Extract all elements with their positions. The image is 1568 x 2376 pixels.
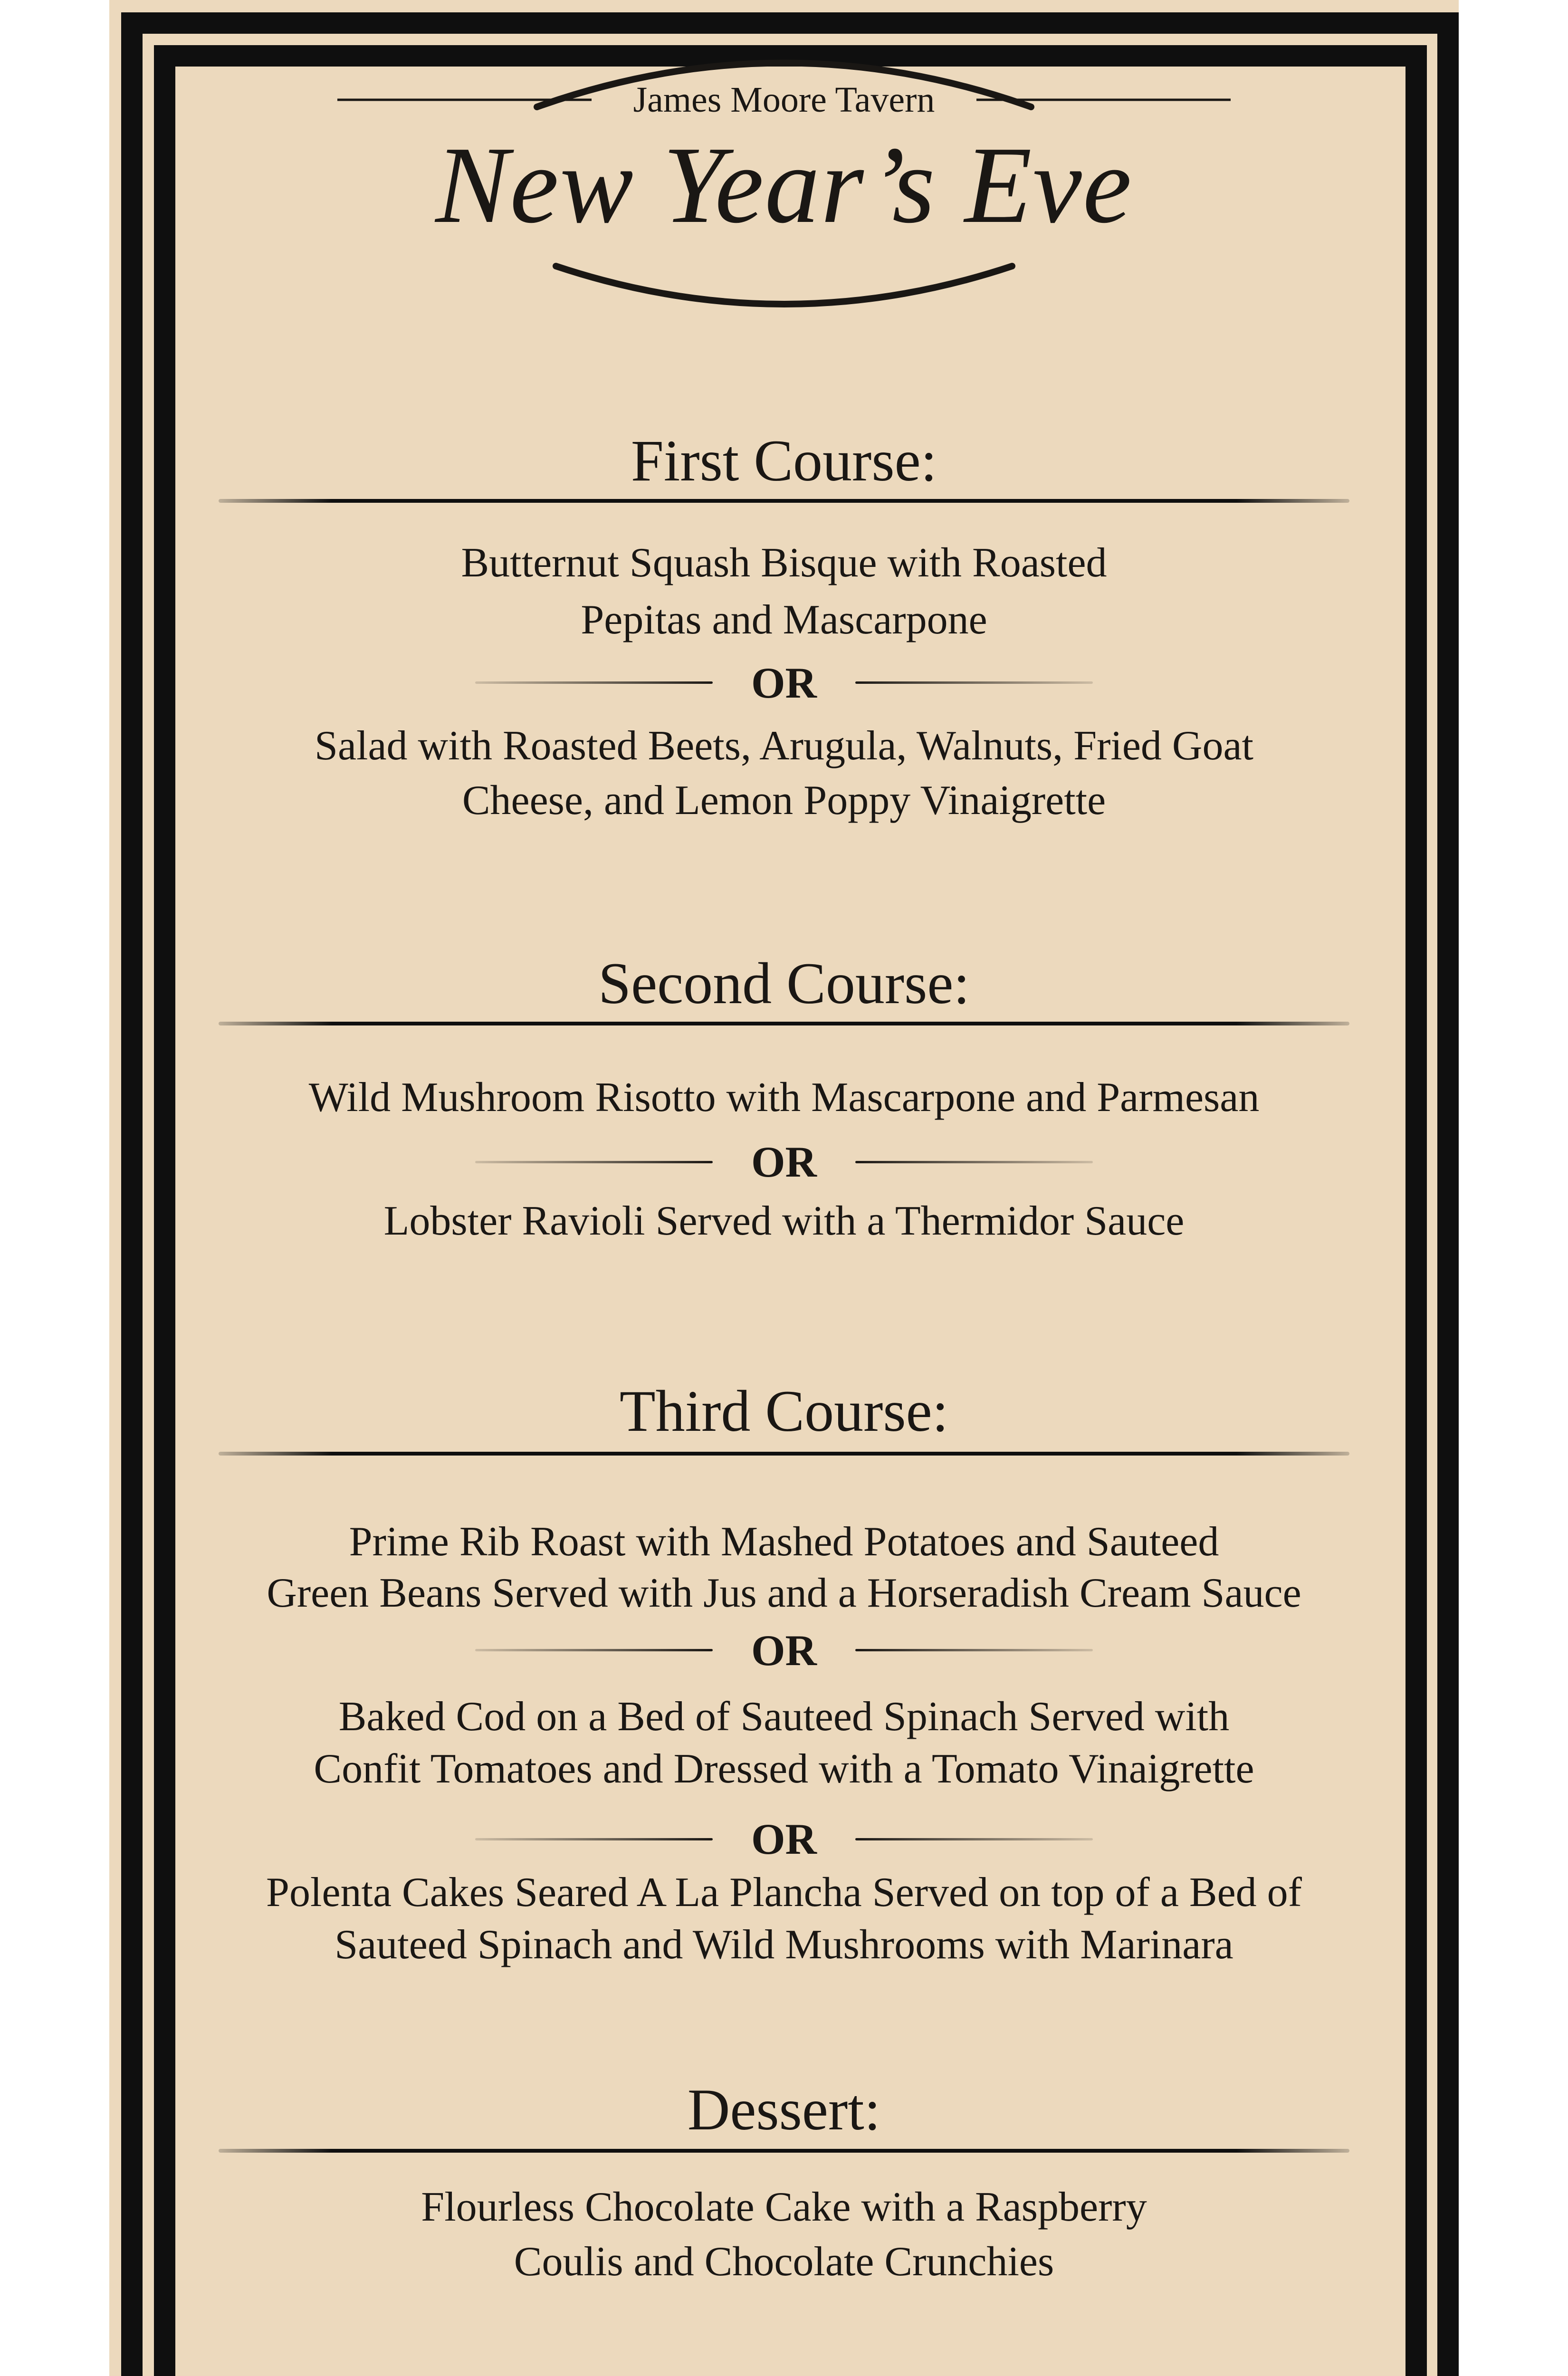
or-label: OR xyxy=(751,1626,817,1675)
heading-rule xyxy=(219,1452,1349,1456)
dish-line: Coulis and Chocolate Crunchies xyxy=(514,2239,1054,2285)
heading-rule xyxy=(219,2149,1349,2153)
heading-rule xyxy=(219,1022,1349,1025)
or-rule-right xyxy=(855,681,1093,684)
or-rule-right xyxy=(855,1649,1093,1651)
heading-rule xyxy=(219,499,1349,503)
dish-line: Baked Cod on a Bed of Sauteed Spinach Served with xyxy=(338,1694,1230,1740)
or-rule-right xyxy=(855,1838,1093,1840)
or-label: OR xyxy=(751,659,817,707)
title-arc-bottom xyxy=(556,266,1012,304)
course-heading: Second Course: xyxy=(598,951,970,1016)
dish-line: Wild Mushroom Risotto with Mascarpone and Parmesan xyxy=(308,1074,1260,1121)
dish-line: Lobster Ravioli Served with a Thermidor Sauce xyxy=(383,1198,1185,1244)
dish-line: Butternut Squash Bisque with Roasted xyxy=(461,540,1107,586)
or-label: OR xyxy=(751,1815,817,1863)
course-heading: Dessert: xyxy=(687,2077,881,2142)
course-heading: First Course: xyxy=(631,428,937,493)
dish-line: Polenta Cakes Seared A La Plancha Served on top of a Bed of xyxy=(266,1869,1302,1916)
event-title: New Year’s Eve xyxy=(435,124,1133,246)
or-rule-right xyxy=(855,1161,1093,1163)
dish-line: Confit Tomatoes and Dressed with a Tomato Vinaigrette xyxy=(314,1746,1254,1792)
or-label: OR xyxy=(751,1138,817,1186)
menu-card xyxy=(109,0,1459,2376)
dish-line: Prime Rib Roast with Mashed Potatoes and Sauteed xyxy=(349,1519,1219,1565)
dish-line: Salad with Roasted Beets, Arugula, Walnuts, Fried Goat xyxy=(315,723,1253,769)
dish-line: Flourless Chocolate Cake with a Raspberry xyxy=(421,2184,1147,2230)
dish-line: Pepitas and Mascarpone xyxy=(581,597,987,643)
dish-line: Cheese, and Lemon Poppy Vinaigrette xyxy=(462,777,1106,824)
dish-line: Green Beans Served with Jus and a Horseradish Cream Sauce xyxy=(267,1570,1301,1616)
dish-line: Sauteed Spinach and Wild Mushrooms with Marinara xyxy=(335,1922,1233,1968)
course-heading: Third Course: xyxy=(619,1379,949,1444)
tavern-name: James Moore Tavern xyxy=(633,80,935,120)
